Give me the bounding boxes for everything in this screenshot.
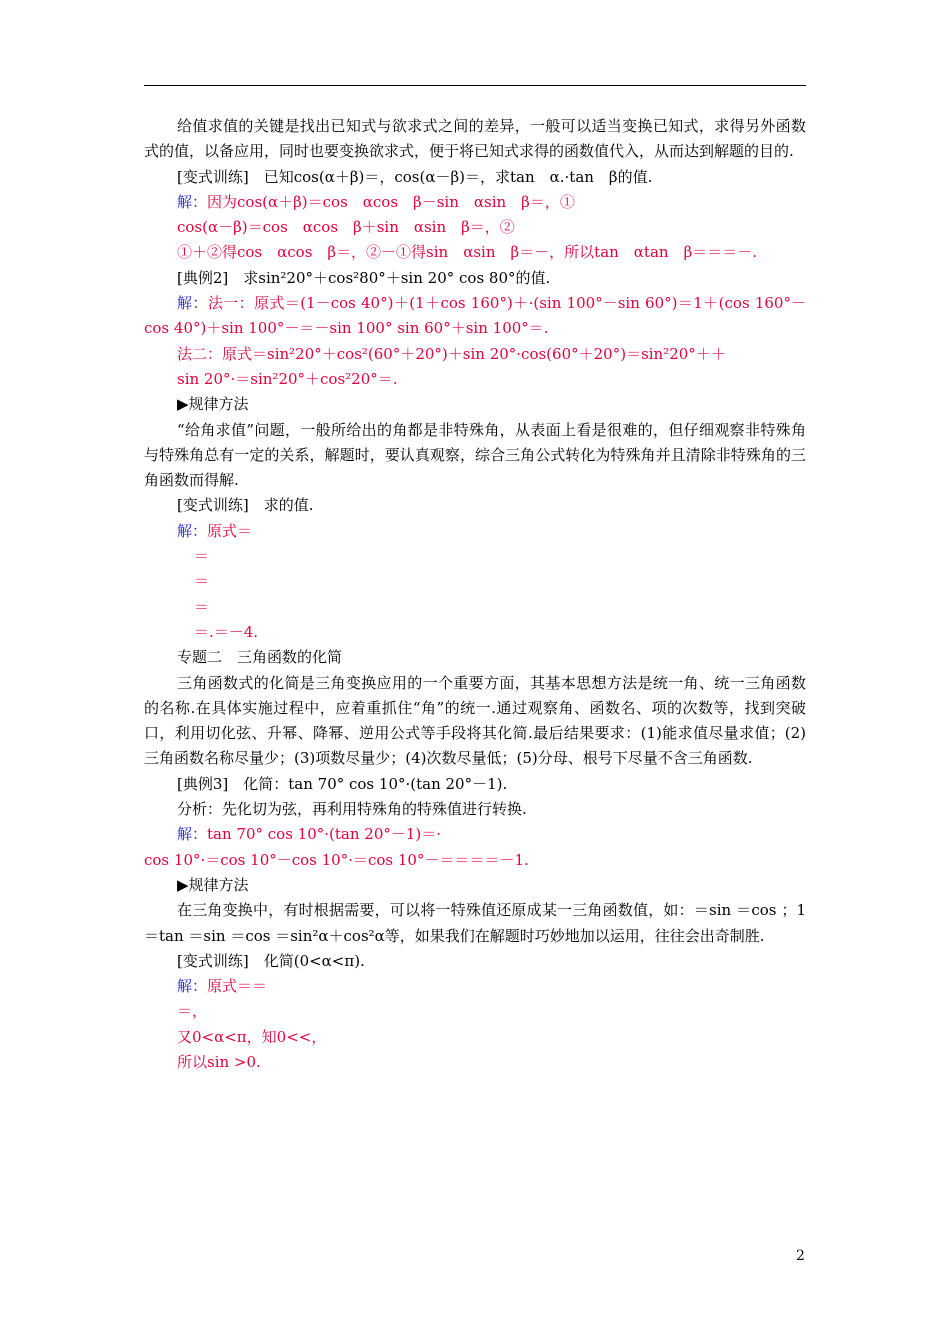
method-2-text: 在三角变换中，有时根据需要，可以将一特殊值还原成某一三角函数值，如：＝sin ＝cos ；1＝tan ＝sin ＝cos ＝sin²α＋cos²α等，如果我们在解题时巧妙地加以运用，往往会出奇制胜. [144, 901, 806, 945]
exercise-1-question: [变式训练] 已知cos(α＋β)＝，cos(α－β)＝，求tan α.·tan β的值. [177, 167, 653, 186]
exercise-3-solution-line-4: ＝ [194, 597, 210, 616]
method-1-text: “给角求值”问题，一般所给出的角都是非特殊角，从表面上看是很难的，但仔细观察非特殊角与特殊角总有一定的关系，解题时，要认真观察，综合三角公式转化为特殊角并且清除非特殊角的三角函数而得解. [144, 420, 806, 490]
exercise-3-solution-line-3: ＝ [194, 572, 210, 591]
method-1-title: ▶规律方法 [177, 395, 249, 414]
page-number: 2 [796, 1248, 805, 1264]
solution-label: 解： [177, 294, 208, 313]
topic-2-text: 三角函数式的化简是三角变换应用的一个重要方面，其基本思想方法是统一角、统一三角函数的名称.在具体实施过程中，应着重抓住“角”的统一.通过观察角、函数名、项的次数等，找到突破口，利用切化弦、升幂、降幂、逆用公式等手段将其化简.最后结果要求：(1)能求值尽量求值；(2)三角函数名称尽量少；(3)项数尽量少；(4)次数尽量低；(5)分母、根号下尽量不含三角函数. [144, 673, 806, 768]
topic-2-title: 专题二 三角函数的化简 [177, 648, 343, 667]
exercise-tag: [变式训练] [177, 167, 249, 186]
header-rule [144, 85, 806, 86]
intro-paragraph: 给值求值的关键是找出已知式与欲求式之间的差异，一般可以适当变换已知式，求得另外函数式的值，以备应用，同时也要变换欲求式，便于将已知式求得的函数值代入，从而达到解题的目的. [144, 117, 806, 161]
exercise-tag: [变式训练] [177, 496, 249, 515]
exercise-5-solution-line-1: 解：原式＝＝ [177, 977, 268, 996]
exercise-1-solution-line-1: 解：因为cos(α＋β)＝cos αcos β－sin αsin β＝，① [177, 192, 575, 211]
exercise-5-solution-line-3: 又0<α<π，知0<<， [177, 1027, 327, 1046]
example-3-question: [典例3] 化简：tan 70° cos 10°·(tan 20°－1). [177, 774, 508, 793]
solution-label: 解： [177, 825, 208, 844]
solution-label: 解： [177, 192, 208, 211]
example-2-solution-line-2: 法二：原式＝sin²20°＋cos²(60°＋20°)＋sin 20°·cos(60°＋20°)＝sin²20°＋＋ [177, 344, 726, 363]
example-2-solution-line-1: 解：法一：原式＝(1－cos 40°)＋(1＋cos 160°)＋·(sin 100°－sin 60°)＝1＋(cos 160°－cos 40°)＋sin 100°－＝－sin 100° sin 60°＋sin 100°＝. [144, 294, 806, 338]
example-tag: [典例2] [177, 268, 229, 287]
example-3-solution-line-2: cos 10°·＝cos 10°－cos 10°·＝cos 10°－＝＝＝＝－1. [144, 850, 529, 869]
exercise-3-solution-line-2: ＝ [194, 547, 210, 566]
exercise-3-solution-line-1: 解：原式＝ [177, 521, 253, 540]
example-3-analysis: 分析：先化切为弦，再利用特殊角的特殊值进行转换. [177, 800, 527, 819]
exercise-5-solution-line-4: 所以sin >0. [177, 1052, 261, 1071]
method-2-title: ▶规律方法 [177, 875, 249, 894]
exercise-5-solution-line-2: ＝， [177, 1002, 208, 1021]
solution-label: 解： [177, 521, 208, 540]
exercise-1-solution-line-2: cos(α－β)＝cos αcos β＋sin αsin β＝，② [177, 218, 515, 237]
example-3-solution-line-1: 解：tan 70° cos 10°·(tan 20°－1)＝· [177, 825, 442, 844]
example-tag: [典例3] [177, 774, 229, 793]
exercise-5-question: [变式训练] 化简(0<α<π). [177, 951, 365, 970]
document-body [144, 114, 806, 1075]
example-2-question: [典例2] 求sin²20°＋cos²80°＋sin 20° cos 80°的值. [177, 268, 551, 287]
exercise-3-question: [变式训练] 求的值. [177, 496, 314, 515]
solution-label: 解： [177, 977, 208, 996]
exercise-3-solution-line-5: ＝.＝－4. [194, 622, 259, 641]
exercise-1-solution-line-3: ①＋②得cos αcos β＝，②－①得sin αsin β＝－，所以tan αtan β＝＝＝－. [177, 243, 758, 262]
exercise-tag: [变式训练] [177, 951, 249, 970]
example-2-solution-line-3: sin 20°·＝sin²20°＋cos²20°＝. [177, 369, 398, 388]
